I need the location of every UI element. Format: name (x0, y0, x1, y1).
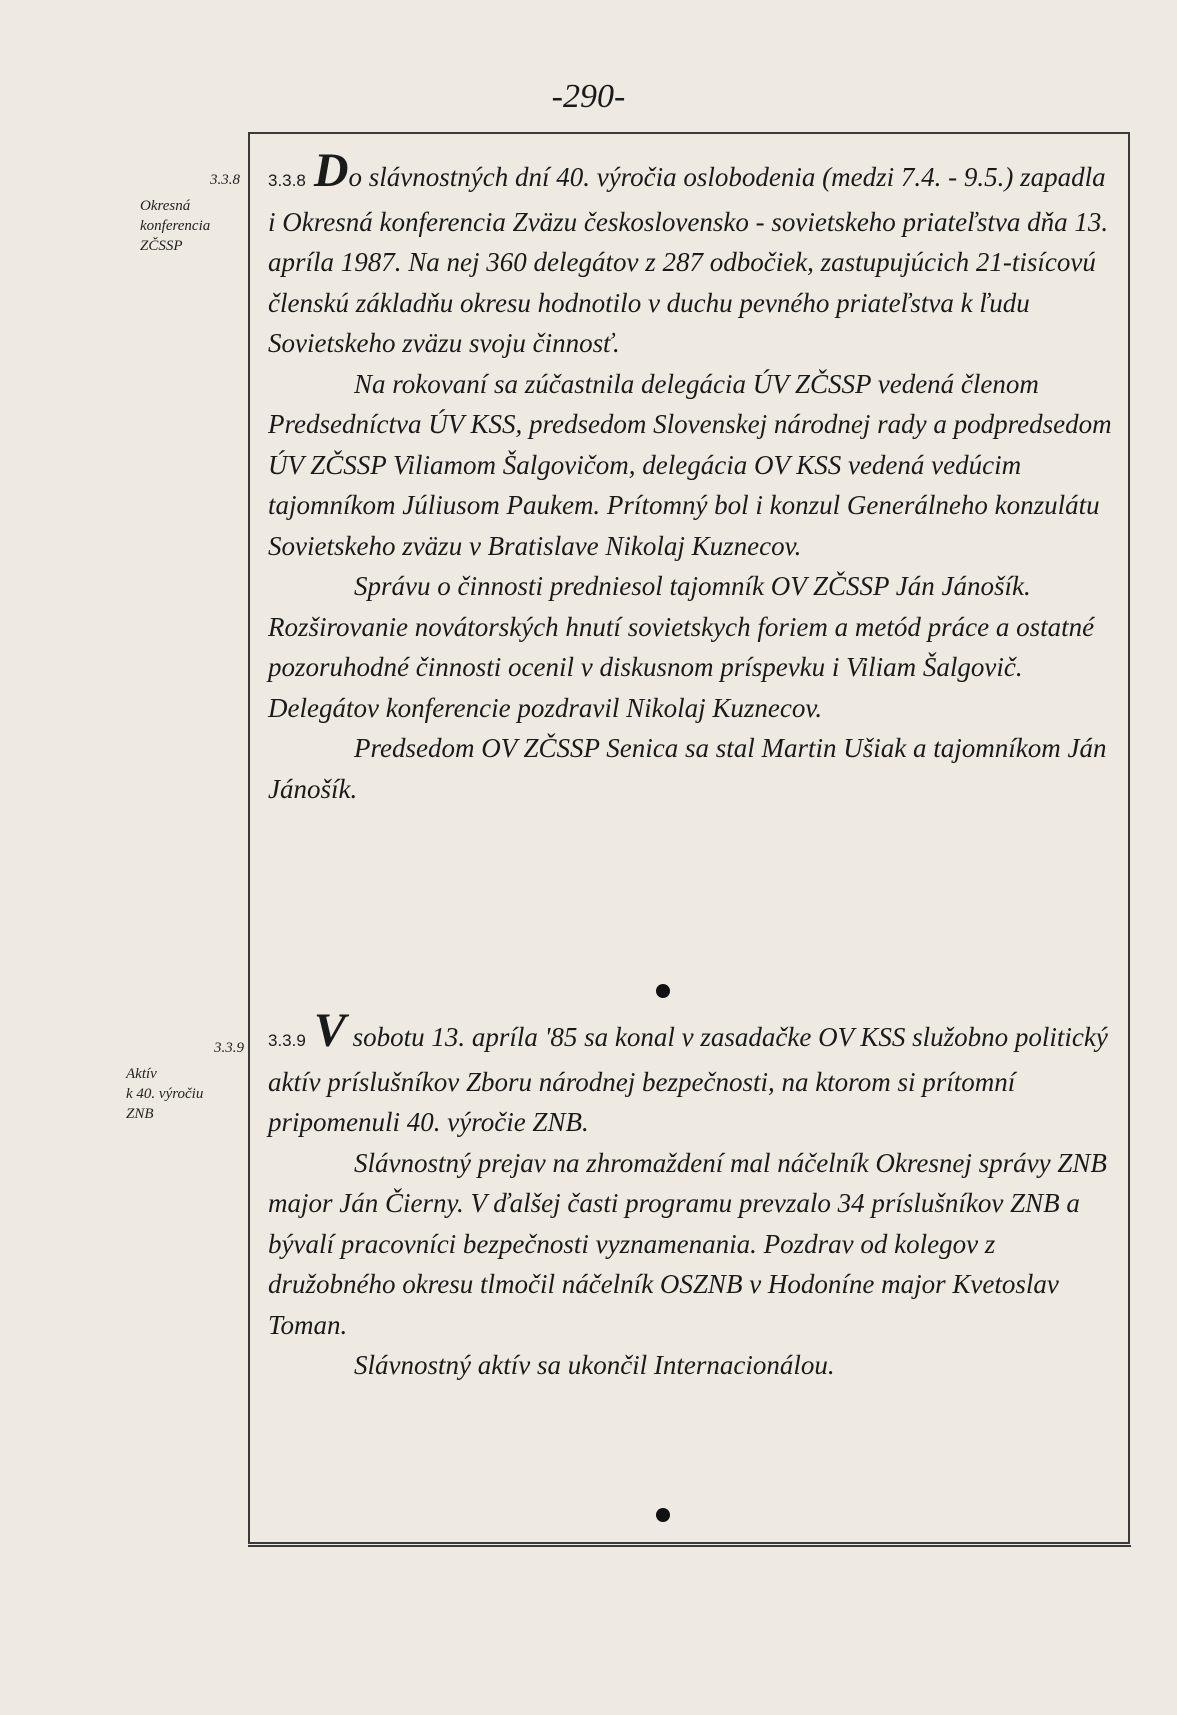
entry-paragraph-first (268, 144, 1118, 364)
bottom-rule (248, 1545, 1131, 1547)
entry-paragraph: Na rokovaní sa zúčastnila delegácia ÚV ZČSSP vedená členom Predsedníctva ÚV KSS, predsedom Slovenskej národnej rady a podpredsedom ÚV ZČSSP Viliamom Šalgovičom, delegácia OV KSS vedená vedúcim tajomníkom Júliusom Paukem. Prítomný bol i konzul Generálneho konzulátu Sovietskeho zväzu v Bratislave Nikolaj Kuznecov. (268, 368, 1112, 561)
entry-paragraph: Správu o činnosti predniesol tajomník OV ZČSSP Ján Jánošík. Rozširovanie novátorských hnutí sovietskych foriem a metód práce a ostatné pozoruhodné činnosti ocenil v diskusnom príspevku i Viliam Šalgovič. Delegátov konferencie pozdravil Nikolaj Kuznecov. (268, 571, 1095, 723)
page-number: -290- (551, 78, 626, 115)
entry-paragraph: Slávnostný prejav na zhromaždení mal náčelník Okresnej správy ZNB major Ján Čierny. V ďalšej časti programu prevzalo 34 príslušníkov ZNB a bývalí pracovníci bezpečnosti vyznamenania. Pozdrav od kolegov z družobného okresu tlmočil náčelník OSZNB v Hodoníne major Kvetoslav Toman. (268, 1147, 1107, 1340)
entry-aktiv-znb (268, 1004, 1118, 1386)
entry-paragraph-first (268, 1004, 1118, 1143)
section-separator-dot (656, 984, 670, 998)
paragraph-text: sobotu 13. apríla '85 sa konal v zasadačke OV KSS služobno politický aktív príslušníkov Zboru národnej bezpečnosti, na ktorom si prítomní pripomenuli 40. výročie ZNB. (268, 1022, 1108, 1137)
entry-paragraph: Slávnostný aktív sa ukončil Internacionálou. (354, 1350, 835, 1380)
entry-number: 3.3.8 (268, 171, 306, 190)
margin-note-aktiv-znb (126, 1038, 244, 1124)
entry-paragraph: Predsedom OV ZČSSP Senica sa stal Martin Ušiak a tajomníkom Ján Jánošík. (268, 733, 1107, 804)
drop-cap: V (313, 1004, 346, 1057)
margin-note-okresna-konferencia (140, 170, 240, 256)
margin-note-line: k 40. výročiu (126, 1086, 204, 1102)
drop-cap: D (313, 144, 349, 197)
margin-note-number: 3.3.9 (214, 1040, 244, 1056)
entry-number: 3.3.9 (268, 1031, 306, 1050)
margin-note-line: ZČSSP (140, 238, 183, 254)
margin-note-line: Okresná (140, 198, 191, 214)
margin-note-line: ZNB (126, 1106, 154, 1122)
margin-note-line: Aktív (126, 1066, 157, 1082)
section-separator-dot (656, 1508, 670, 1522)
entry-okresna-konferencia (268, 144, 1118, 809)
paragraph-text: o slávnostných dní 40. výročia oslobodenia (medzi 7.4. - 9.5.) zapadla i Okresná konferencia Zväzu československo - sovietskeho priateľstva dňa 13. apríla 1987. Na nej 360 delegátov z 287 odbočiek, zastupujúcich 21-tisícovú členskú základňu okresu hodnotilo v duchu pevného priateľstva k ľudu Sovietskeho zväzu svoju činnosť. (268, 162, 1109, 358)
margin-note-line: konferencia (140, 218, 211, 234)
margin-note-number: 3.3.8 (210, 172, 240, 188)
